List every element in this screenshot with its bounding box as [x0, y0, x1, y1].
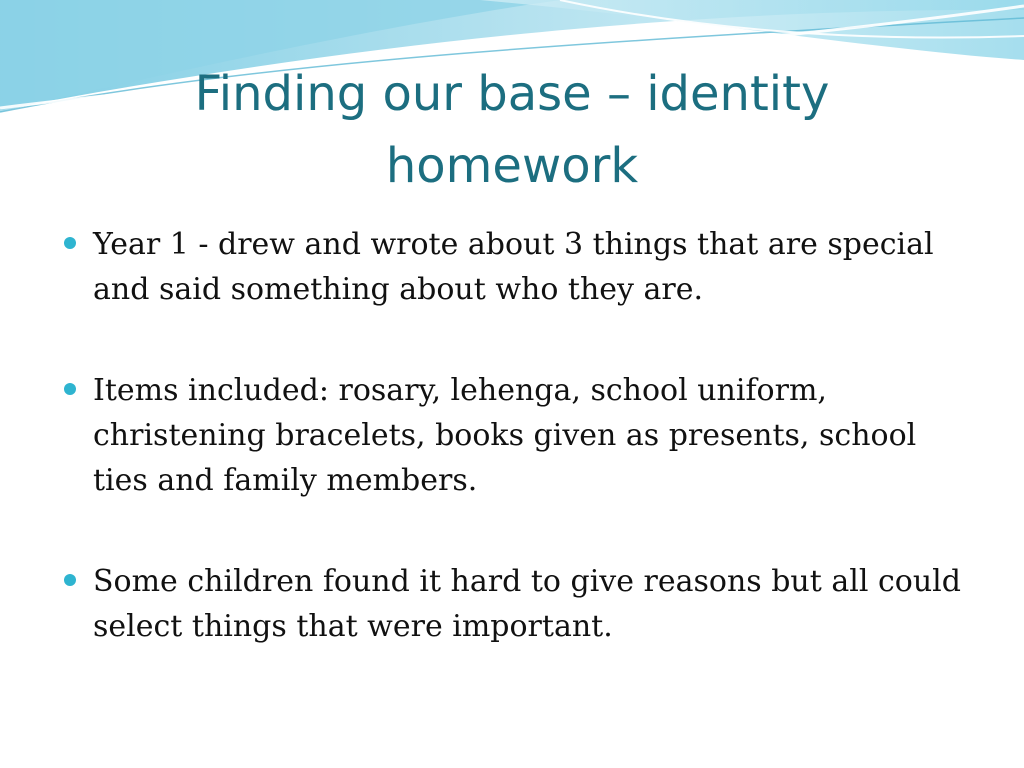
bullet-text-3: Some children found it hard to give reasons but all could select things that were important. — [93, 564, 961, 644]
bullet-text-2: Items included: rosary, lehenga, school uniform, christening bracelets, books given as presents, school ties and family members. — [93, 373, 917, 498]
bullet-dot-icon — [64, 237, 76, 249]
bullet-item-2 — [62, 368, 962, 503]
bullet-list — [62, 222, 962, 705]
bullet-item-1 — [62, 222, 962, 312]
bullet-dot-icon — [64, 574, 76, 586]
bullet-dot-icon — [64, 383, 76, 395]
slide-title-line-1: Finding our base – identity — [194, 66, 830, 122]
slide-title — [80, 58, 944, 202]
bullet-text-1: Year 1 - drew and wrote about 3 things that are special and said something about who they are. — [93, 227, 934, 307]
bullet-item-3 — [62, 559, 962, 649]
slide-title-line-2: homework — [385, 138, 639, 194]
